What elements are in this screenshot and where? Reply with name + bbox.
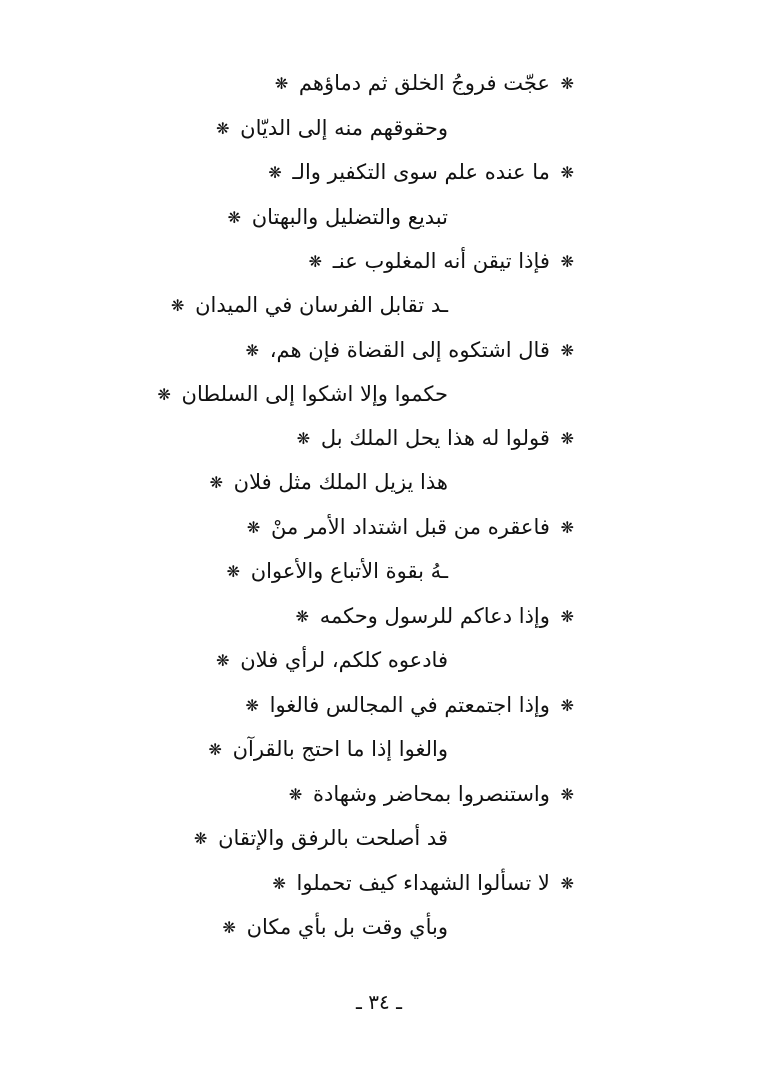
verse-text: فادعوه كلكم، لرأي فلان [240, 648, 448, 672]
star-ornament-icon: ❋ [560, 874, 574, 893]
star-ornament-icon: ❋ [216, 651, 230, 670]
star-ornament-icon: ❋ [245, 341, 260, 360]
verse-line [205, 729, 448, 769]
star-ornament-icon: ❋ [268, 163, 282, 182]
star-ornament-icon: ❋ [194, 829, 208, 848]
verse-text: حكموا وإلا اشكوا إلى السلطان [181, 382, 448, 406]
verse-line [305, 241, 578, 281]
star-ornament-icon: ❋ [216, 119, 230, 138]
verse-line [167, 285, 448, 325]
verse-line [190, 818, 448, 858]
verse-text: قال اشتكوه إلى القضاة فإن هم، [269, 338, 550, 362]
star-ornament-icon: ❋ [560, 518, 574, 537]
verse-line [242, 685, 578, 725]
verse-line [206, 462, 448, 502]
star-ornament-icon: ❋ [308, 252, 323, 271]
page-number: ـ ٣٤ ـ [356, 990, 402, 1014]
star-ornament-icon: ❋ [227, 208, 242, 227]
verse-text: فإذا تيقن أنه المغلوب عنـ [332, 249, 550, 273]
verse-text: تبديع والتضليل والبهتان [251, 205, 448, 229]
star-ornament-icon: ❋ [296, 429, 311, 448]
verse-text: ـهُ بقوة الأتباع والأعوان [250, 559, 448, 583]
verse-text: هذا يزيل الملك مثل فلان [233, 470, 448, 494]
star-ornament-icon: ❋ [560, 696, 574, 715]
verse-line [285, 774, 578, 814]
verse-text: والغوا إذا ما احتج بالقرآن [232, 737, 448, 761]
star-ornament-icon: ❋ [246, 518, 261, 537]
star-ornament-icon: ❋ [560, 341, 574, 360]
star-ornament-icon: ❋ [560, 163, 574, 182]
verse-text: وبأي وقت بل بأي مكان [246, 915, 448, 939]
star-ornament-icon: ❋ [560, 429, 574, 448]
star-ornament-icon: ❋ [171, 296, 185, 315]
star-ornament-icon: ❋ [208, 740, 222, 759]
star-ornament-icon: ❋ [560, 252, 574, 271]
star-ornament-icon: ❋ [222, 918, 236, 937]
verse-line [218, 907, 448, 947]
verse-text: لا تسألوا الشهداء كيف تحملوا [296, 871, 550, 895]
verse-text: قد أصلحت بالرفق والإتقان [218, 826, 448, 850]
verse-line [153, 374, 448, 414]
star-ornament-icon: ❋ [272, 874, 286, 893]
verse-text: وحقوقهم منه إلى الديّان [240, 116, 448, 140]
verse-text: وإذا اجتمعتم في المجالس فالغوا [269, 693, 550, 717]
star-ornament-icon: ❋ [560, 785, 574, 804]
star-ornament-icon: ❋ [245, 696, 259, 715]
verse-line [292, 596, 578, 636]
verse-line [212, 640, 448, 680]
star-ornament-icon: ❋ [274, 74, 289, 93]
verse-line [223, 551, 448, 591]
star-ornament-icon: ❋ [226, 562, 241, 581]
verse-text: وإذا دعاكم للرسول وحكمه [319, 604, 550, 628]
verse-line [243, 507, 578, 547]
verse-line [224, 197, 448, 237]
verse-text: فاعقره من قبل اشتداد الأمر منْ [270, 515, 550, 539]
verse-line [212, 108, 448, 148]
verse-text: قولوا له هذا يحل الملك بل [320, 426, 550, 450]
star-ornament-icon: ❋ [157, 385, 171, 404]
verse-line [264, 152, 578, 192]
verse-text: عجّت فروجُ الخلق ثم دماؤهم [298, 71, 550, 95]
star-ornament-icon: ❋ [295, 607, 310, 626]
star-ornament-icon: ❋ [288, 785, 303, 804]
verse-line [271, 63, 578, 103]
verse-line [293, 418, 578, 458]
verse-text: واستنصروا بمحاضر وشهادة [313, 782, 550, 806]
verse-line [268, 863, 578, 903]
verse-line [242, 330, 578, 370]
star-ornament-icon: ❋ [560, 74, 574, 93]
star-ornament-icon: ❋ [560, 607, 574, 626]
verse-text: ما عنده علم سوى التكفير والـ [292, 160, 550, 184]
verse-text: ـد تقابل الفرسان في الميدان [195, 293, 448, 317]
star-ornament-icon: ❋ [209, 473, 223, 492]
